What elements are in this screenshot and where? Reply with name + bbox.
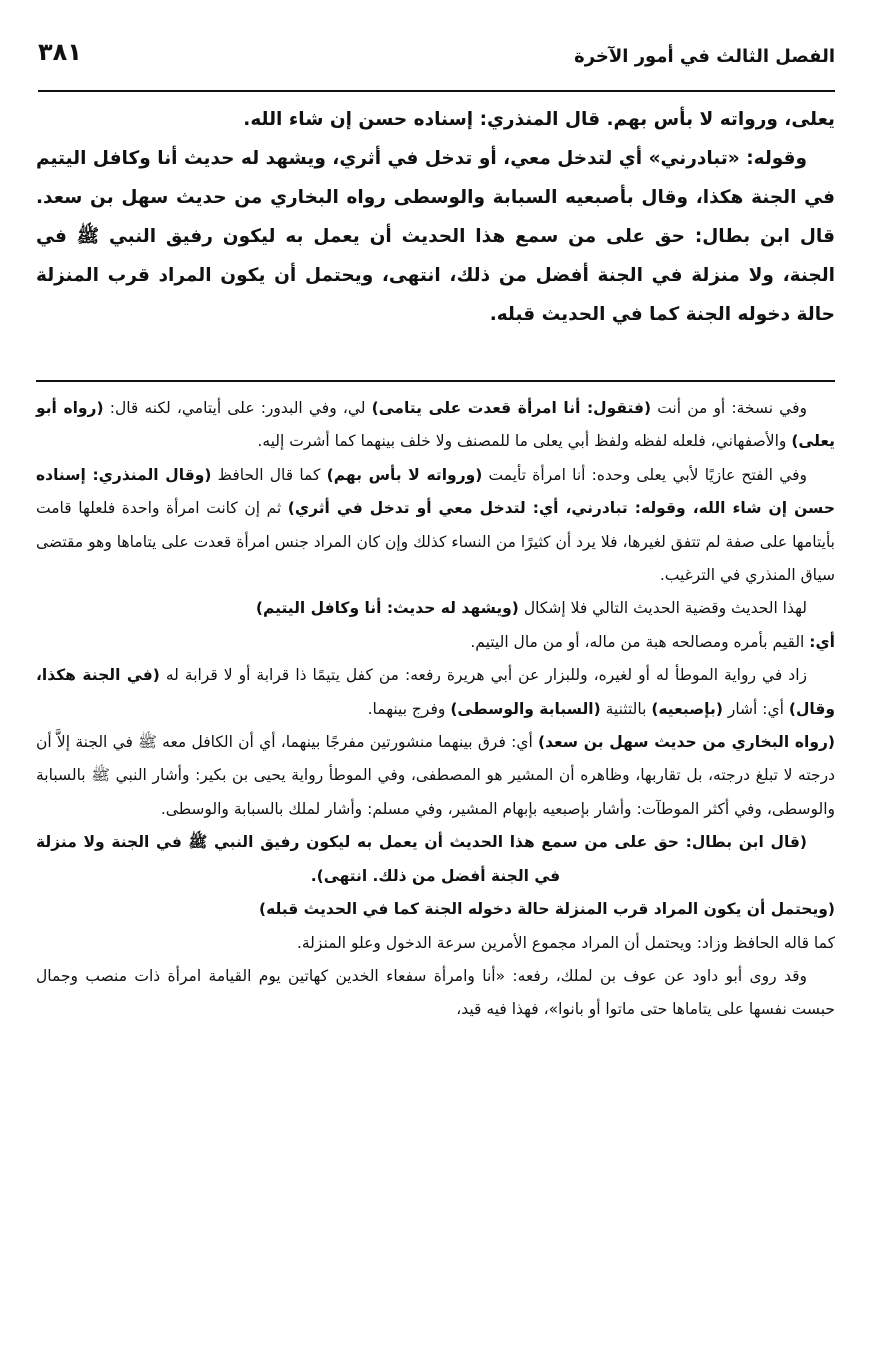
note-text: لهذا الحديث وقضية الحديث التالي فلا إشكال — [518, 599, 807, 618]
chapter-title: الفصل الثالث في أمور الآخرة — [574, 46, 835, 67]
quoted-text: (رواه أبو يعلى) — [36, 399, 835, 451]
note-text: زاد في رواية الموطأ له أو لغيره، وللبزار عن أبي هريرة رفعه: من كفل يتيمًا ذا قرابة أو لا قرابة له — [159, 666, 807, 685]
note-paragraph — [36, 659, 835, 726]
note-paragraph — [36, 726, 835, 826]
note-text: ثم إن كانت امرأة واحدة فلعلها قامت بأيتامها على صفة لم تتفق لغيرها، فلا يرد أن كثيرًا من النساء كذلك وإن كان المراد جنس امرأة قعدت على يتاماها وهو مقتضى سياق المنذري في الترغيب. — [36, 499, 835, 585]
note-text: والأصفهاني، فلعله لفظه ولفظ أبي يعلى ما للمصنف ولا خلف بينهما كما أشرت إليه. — [257, 432, 792, 451]
note-paragraph — [36, 626, 835, 659]
commentary-notes — [36, 392, 835, 1027]
note-text: وفي الفتح عازيًا لأبي يعلى وحده: أنا امرأة تأيمت — [482, 465, 808, 484]
quoted-text: (بإصبعيه) — [651, 699, 723, 718]
quoted-text: (وقال المنذري: إسناده حسن إن شاء الله، وقوله: تبادرني، أي: لتدخل معي أو تدخل في أثري) — [36, 465, 835, 518]
note-text: وفي نسخة: أو من أنت — [651, 399, 807, 417]
main-paragraph: يعلى، ورواته لا بأس بهم. قال المنذري: إسناده حسن إن شاء الله. — [243, 109, 835, 130]
quoted-text: (السبابة والوسطى) — [450, 699, 601, 718]
note-paragraph: كما قاله الحافظ وزاد: ويحتمل أن المراد مجموع الأمرين سرعة الدخول وعلو المنزلة. — [296, 933, 835, 952]
note-text: وفرج بينهما. — [367, 699, 451, 718]
page-header — [38, 34, 835, 92]
note-text: كما قال الحافظ — [211, 465, 327, 484]
main-text — [36, 100, 835, 334]
quoted-text: (في الجنة هكذا، وقال) — [36, 666, 835, 718]
note-text: القيم بأمره ومصالحه هبة من ماله، أو من مال اليتيم. — [470, 632, 810, 651]
note-text: أي: أشار — [722, 699, 789, 718]
quoted-text: (ورواته لا بأس بهم) — [326, 465, 483, 484]
quoted-text: (فتقول: أنا امرأة قعدت على يتامى) — [371, 399, 652, 417]
note-text: أي: فرق بينهما منشورتين مفرجًا بينهما، أي أن الكافل معه ﷺ في الجنة إلاَّ أن درجته لا تبلغ درجته، بل تقاربها، وظاهره أن المشير هو المصطفى، وفي الموطأ رواية يحيى بن بكير: وأشار النبي ﷺ بالسبابة والوسطى، وفي أكثر الموطآت: وأشار بإصبعيه بإبهام المشير، وفي مسلم: وأشار لملك بالسبابة والوسطى. — [36, 733, 835, 818]
note-paragraph — [36, 392, 835, 459]
note-text: لي، وفي البدور: على أيتامي، لكنه قال: — [103, 399, 372, 417]
note-paragraph: (ويحتمل أن يكون المراد قرب المنزلة حالة دخوله الجنة كما في الحديث قبله) — [259, 900, 835, 919]
quoted-text: (ويشهد له حديث: أنا وكافل اليتيم) — [255, 599, 519, 618]
note-paragraph — [36, 459, 835, 593]
note-paragraph: (قال ابن بطال: حق على من سمع هذا الحديث أن يعمل به ليكون رفيق النبي ﷺ في الجنة ولا منزلة في الجنة أفضل من ذلك. انتهى). — [36, 833, 807, 885]
note-text: بالتثنية — [600, 699, 652, 718]
main-paragraph: وقوله: «تبادرني» أي لتدخل معي، أو تدخل في أثري، ويشهد له حديث أنا وكافل اليتيم في الجنة هكذا، وقال بأصبعيه السبابة والوسطى رواه البخاري من حديث سهل بن سعد. قال ابن بطال: حق على من سمع هذا الحديث أن يعمل به ليكون رفيق النبي ﷺ في الجنة، ولا منزلة في الجنة أفضل من ذلك، انتهى، ويحتمل أن يكون المراد قرب المنزلة حالة دخوله الجنة كما في الحديث قبله. — [36, 148, 835, 325]
page-number: ٣٨١ — [38, 38, 82, 66]
quoted-text: أي: — [809, 632, 835, 651]
quoted-text: (رواه البخاري من حديث سهل بن سعد) — [538, 733, 835, 752]
footnote-divider — [36, 380, 835, 382]
note-paragraph — [36, 592, 835, 625]
note-paragraph: وقد روى أبو داود عن عوف بن لملك، رفعه: «أنا وامرأة سفعاء الخدين كهاتين يوم القيامة امرأة ذات منصب وجمال حبست نفسها على يتاماها حتى ماتوا أو بانوا»، فهذا فيه قيد، — [36, 966, 835, 1019]
